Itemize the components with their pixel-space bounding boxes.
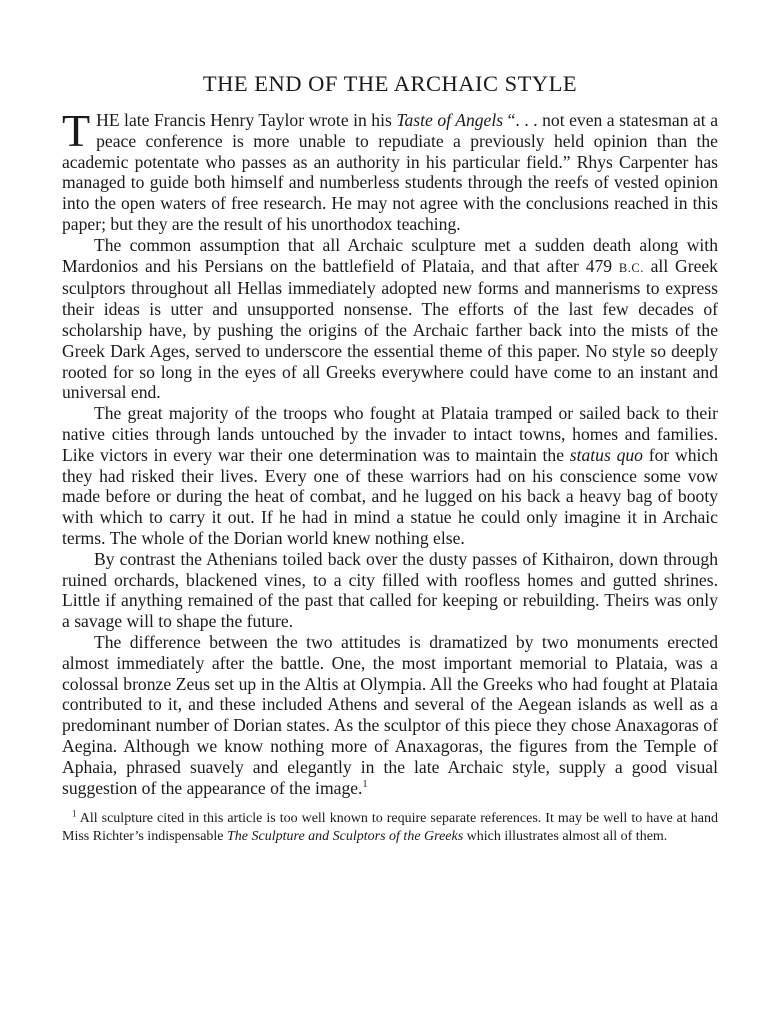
paragraph-5-text: The difference between the two attitudes is dramatized by two monuments erected almost immediately after the battle. One, the most important memorial to Plataia, was a colossal bronze Zeus set up in the Altis at Olympia. All the Greeks who had fought at Plataia contributed to it, and these included Athens and several of the Aegean islands as well as a predominant number of Dorian states. As the sculptor of this piece they chose Anaxagoras of Aegina. Although we know nothing more of Anaxagoras, the figures from the Temple of Aphaia, phrased suavely and elegantly in the late Archaic style, supply a good visual suggestion of the appearance of the image. (62, 631, 718, 798)
paragraph-3-text-a: The great majority of the troops who fought at Plataia tramped or sailed back to their native cities through lands untouched by the invader to intact towns, homes and families. Like victors in every war their one determination was to maintain the (62, 403, 718, 465)
book-title-taste-of-angels: Taste of Angels (396, 110, 504, 130)
footnote-text-a: All sculpture cited in this article is too well known to require separate references. It may be well to have at hand Miss Richter’s indispensable (62, 811, 718, 844)
paragraph-2-text-b: all Greek sculptors throughout all Hellas immediately adopted new forms and mannerisms to express their ideas is utter and unsupported nonsense. The efforts of the last few decades of scholarship have, by pushing the origins of the Archaic farther back into the mists of the Greek Dark Ages, served to underscore the essential theme of this paper. No style so deeply rooted for so long in the eyes of all Greeks everywhere could have come to an instant and universal end. (62, 255, 718, 403)
footnote-text-b: which illustrates almost all of them. (463, 828, 668, 844)
article-page (62, 70, 718, 845)
article-title: THE END OF THE ARCHAIC STYLE (202, 71, 578, 96)
paragraph-1-text-a: HE late Francis Henry Taylor wrote in his (96, 110, 397, 130)
paragraph-3-text-b: for which they had risked their lives. Every one of these warriors had on his conscience some vow made before or during the heat of combat, and he lugged on his back a heavy bag of booty with which to carry it out. If he had in mind a statue he could only imagine it in Archaic terms. The whole of the Dorian world knew nothing else. (62, 444, 719, 548)
bc-abbreviation: B.C. (618, 260, 644, 275)
paragraph-2-text-a: The common assumption that all Archaic sculpture met a sudden death along with Mardonios and his Persians on the battlefield of Plataia, and that after 479 (62, 234, 718, 276)
footnote-reference: 1 (362, 778, 368, 790)
footnote-book-title: The Sculpture and Sculptors of the Greeks (227, 828, 464, 844)
footnote (62, 810, 718, 845)
paragraph-4: By contrast the Athenians toiled back over the dusty passes of Kithairon, down through ruined orchards, blackened vines, to a city filled with roofless homes and gutted shrines. Little if anything remained of the past that called for keeping or rebuilding. Theirs was only a savage will to shape the future. (62, 548, 718, 632)
status-quo-italic: status quo (569, 444, 643, 465)
paragraph-1-text-b: “. . . not even a statesman at a peace conference is more unable to repudiate a previously held opinion than the academic potentate who passes as an authority in his particular field.” Rhys Carpenter has managed to guide both himself and numberless students through the reefs of vested opinion into the open waters of free research. He may not agree with the conclusions reached in this paper; but they are the result of his unorthodox teaching. (62, 110, 718, 234)
paragraph-5 (62, 632, 718, 798)
drop-cap: T (62, 105, 91, 156)
paragraph-1 (62, 105, 718, 235)
paragraph-3 (62, 403, 718, 549)
paragraph-2 (62, 235, 718, 403)
footnote-marker: 1 (72, 808, 77, 819)
